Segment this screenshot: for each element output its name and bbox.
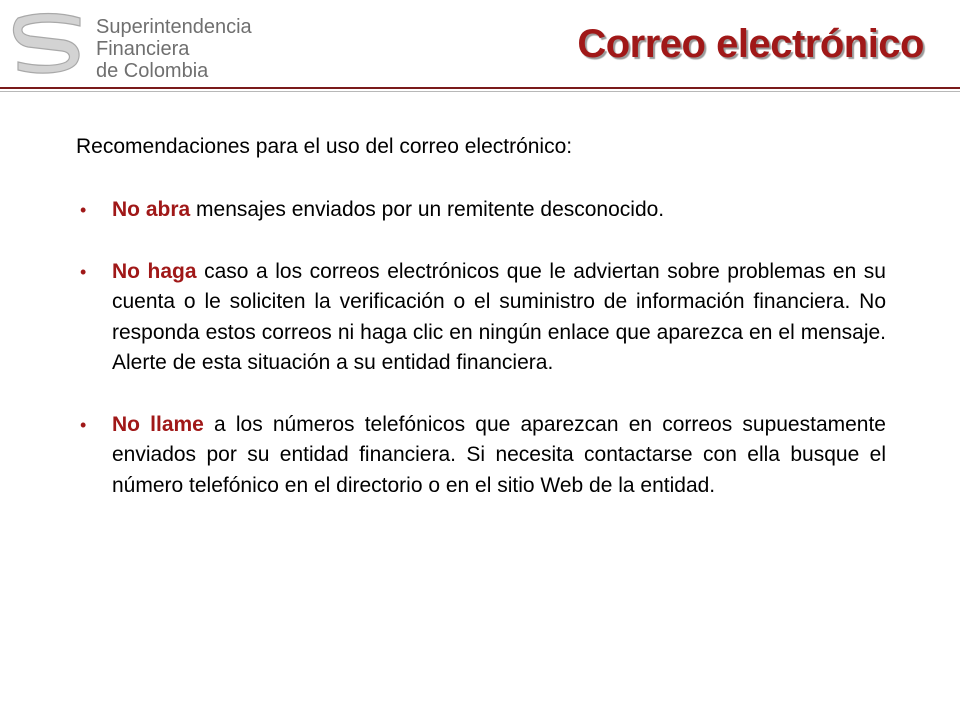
bullet-text: mensajes enviados por un remitente desconocido. (196, 198, 665, 221)
header-divider (0, 87, 960, 89)
logo-line: de Colombia (96, 60, 209, 82)
bullet-lead: No haga (112, 259, 205, 283)
list-item (76, 410, 886, 502)
logo-line: Superintendencia (96, 16, 252, 38)
list-item (76, 257, 886, 379)
logo-wordmark (96, 16, 252, 82)
bullet-text: a los números telefónicos que aparezcan en correos supuestamente enviados por su entidad financiera. Si necesita contactarse con ella busque el número telefónico en el directorio o en el sitio Web de la entidad. (112, 412, 886, 497)
logo-line: Financiera (96, 38, 190, 60)
main-content (76, 132, 886, 532)
intro-text: Recomendaciones para el uso del correo electrónico: (76, 135, 573, 158)
bullet-icon: • (80, 261, 87, 282)
list-item (76, 195, 886, 226)
header-divider-shadow (0, 91, 960, 92)
bullet-lead: No llame (112, 412, 215, 436)
bullet-icon: • (80, 200, 87, 220)
logo (8, 10, 252, 85)
page-title: Correo electrónico (577, 22, 924, 66)
recommendation-list (76, 195, 886, 501)
bullet-icon: • (80, 414, 87, 435)
bullet-lead: No abra (112, 198, 197, 221)
sfc-logo-icon (8, 10, 88, 80)
bullet-text: caso a los correos electrónicos que le adviertan sobre problemas en su cuenta o le soliciten la verificación o el suministro de información financiera. No responda estos correos ni haga clic en ningún enlace que aparezca en el mensaje. Alerte de esta situación a su entidad financiera. (112, 259, 886, 374)
